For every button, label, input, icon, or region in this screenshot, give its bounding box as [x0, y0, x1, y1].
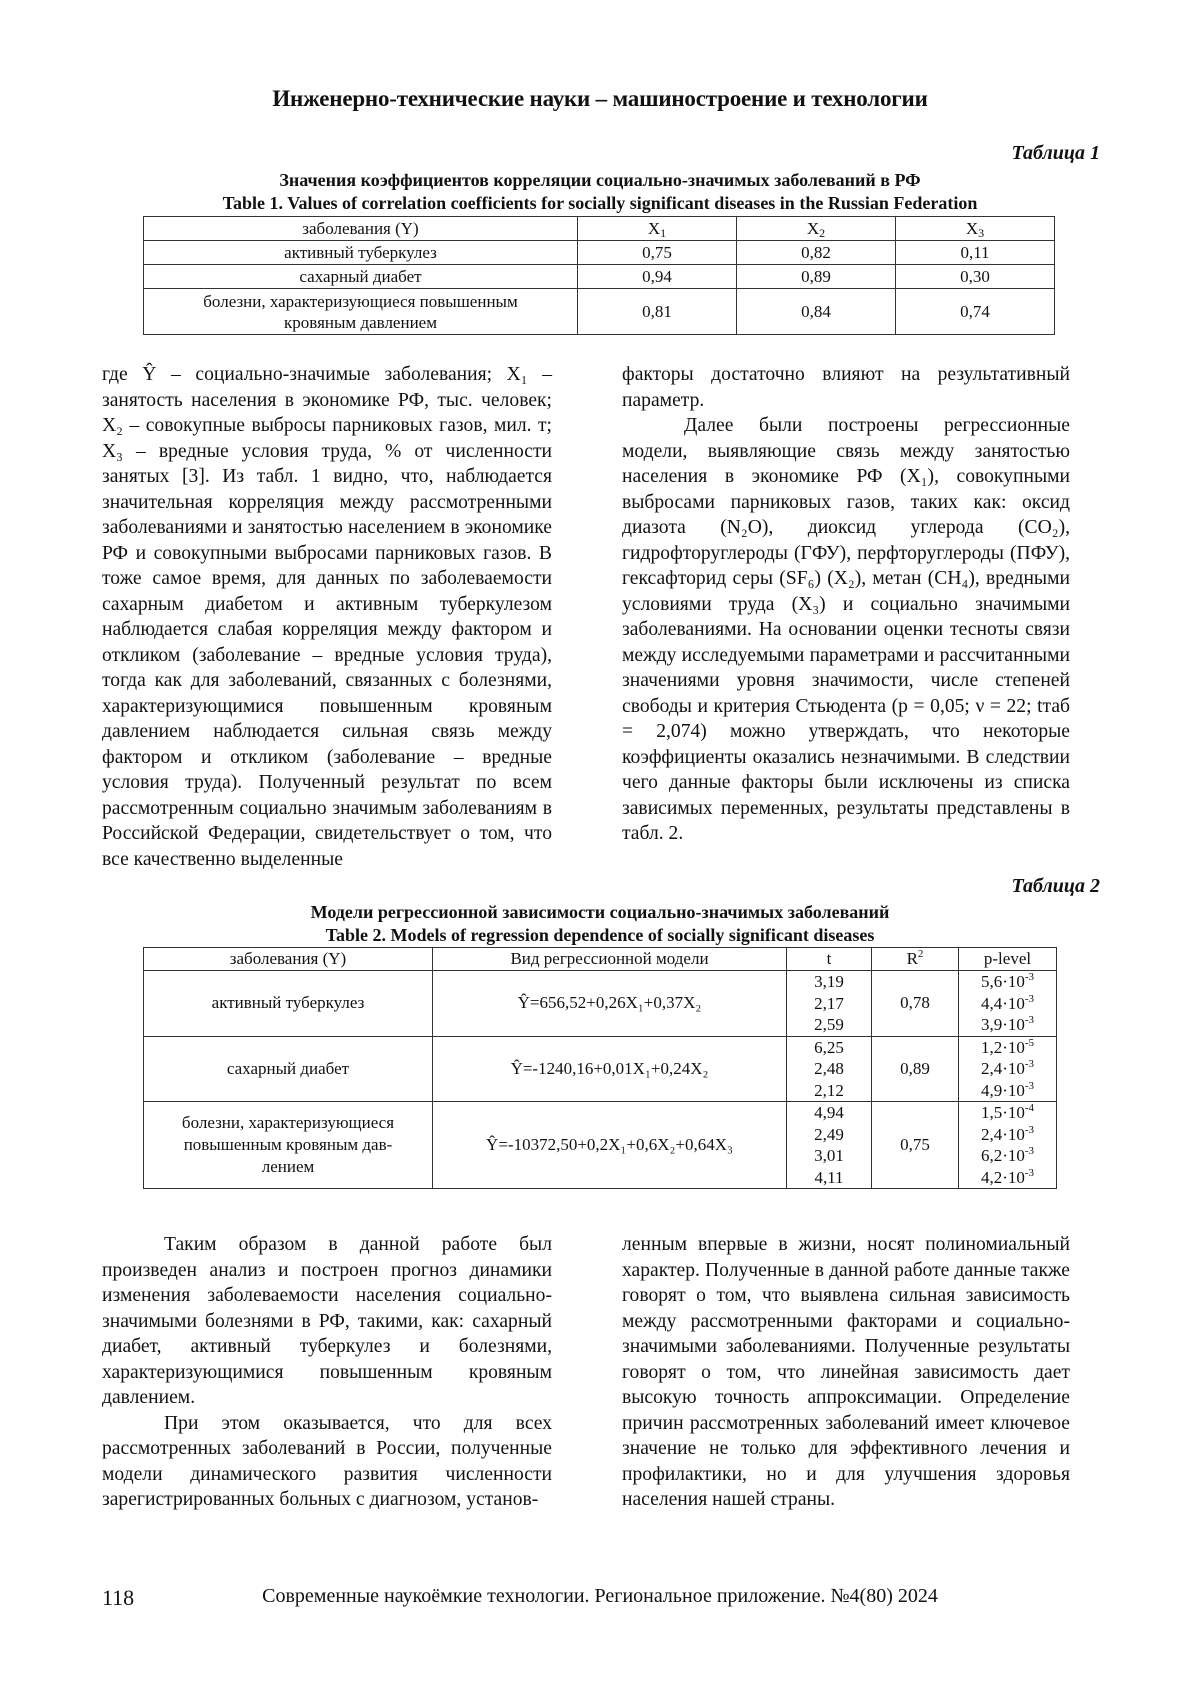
table-header-row	[144, 217, 1055, 241]
table1-caption-ru: Значения коэффициентов корреляции социально-значимых заболеваний в РФ	[279, 170, 921, 190]
cell-model: Ŷ=656,52+0,26X₁+0,37X₂	[433, 971, 787, 1037]
cell-x1: 0,94	[578, 265, 737, 289]
cell-t: 6,25 2,48 2,12	[787, 1036, 872, 1102]
cell-disease: сахарный диабет	[144, 1036, 433, 1102]
paragraph: факторы достаточно влияют на результативный параметр.	[622, 364, 1070, 411]
conclusion-left-column	[102, 1232, 552, 1513]
correlation-table	[143, 216, 1055, 335]
table-row	[144, 289, 1055, 335]
header-x3: $X_3$	[896, 217, 1055, 241]
table2-caption-ru: Модели регрессионной зависимости социально-значимых заболеваний	[310, 902, 890, 922]
cell-x1: 0,75	[578, 241, 737, 265]
table-header-row	[144, 948, 1057, 971]
header-x2: $X_2$	[737, 217, 896, 241]
cell-x2: 0,89	[737, 265, 896, 289]
paragraph: Таким образом в данной работе был произведен анализ и построен прогноз динамики изменения заболеваемости населения социально-значимыми болезнями в РФ, такими, как: сахарный диабет, активный туберкулез и болезнями, характеризующимися повышенным кровяным давлением.	[102, 1234, 552, 1408]
cell-x1: 0,81	[578, 289, 737, 335]
cell-plevel: $5,6\cdot 10^{-3}$ $4,4\cdot 10^{-3}$ $3,9\cdot 10^{-3}$	[959, 971, 1057, 1037]
running-title: Инженерно-технические науки – машиностроение и технологии	[272, 86, 928, 111]
table-row	[144, 1036, 1057, 1102]
journal-footer: Современные наукоёмкие технологии. Региональное приложение. №4(80) 2024	[262, 1585, 938, 1607]
table-row	[144, 265, 1055, 289]
cell-x3: 0,11	[896, 241, 1055, 265]
regression-table	[143, 947, 1057, 1189]
cell-r2: 0,78	[872, 971, 959, 1037]
right-column	[622, 362, 1070, 847]
cell-x3: 0,74	[896, 289, 1055, 335]
paragraph: где Ŷ – социально-значимые заболевания; X₁ – занятость населения в экономике РФ, тыс. человек; X₂ – совокупные выбросы парниковых газов, мил. т; X₃ – вредные условия труда, % от численности занятых [3]. Из табл. 1 видно, что, наблюдается значительная корреляция между рассмотренными заболеваниями и занятостью населением в экономике РФ и совокупными выбросами парниковых газов. В тоже самое время, для данных по заболеваемости сахарным диабетом и активным туберкулезом наблюдается слабая корреляция между фактором и откликом (заболевание – вредные условия труда), тогда как для заболеваний, связанных с болезнями, характеризующимися повышенным кровяным давлением наблюдается сильная связь между фактором и откликом (заболевание – вредные условия труда). Полученный результат по всем рассмотренным социально значимым заболеваниям в Российской Федерации, свидетельствует о том, что все качественно выделенные	[102, 364, 552, 870]
table-row	[144, 971, 1057, 1037]
cell-model: Ŷ=-10372,50+0,2X₁+0,6X₂+0,64X₃	[433, 1102, 787, 1189]
header-r2: $R^2$	[872, 948, 959, 971]
cell-disease: болезни, характеризующиеся повышенным кровяным давлением	[144, 289, 578, 335]
page-number: 118	[102, 1585, 135, 1610]
cell-x2: 0,84	[737, 289, 896, 335]
table-row	[144, 241, 1055, 265]
cell-disease: активный туберкулез	[144, 971, 433, 1037]
table-row	[144, 1102, 1057, 1189]
paragraph: Далее были построены регрессионные модели, выявляющие связь между занятостью населения в экономике РФ (X₁), совокупными выбросами парниковых газов, таких как: оксид диазота (N₂O), диоксид углерода (CO₂), гидрофторуглероды (ГФУ), перфторуглероды (ПФУ), гексафторид серы (SF₆) (X₂), метан (CH₄), вредными условиями труда (X₃) и социально значимыми заболеваниями. На основании оценки тесноты связи между исследуемыми параметрами и рассчитанными значениями уровня значимости, числе степеней свободы и критерия Стьюдента (p = 0,05; ν = 22; tтаб = 2,074) можно утверждать, что некоторые коэффициенты оказались незначимыми. В следствии чего данные факторы были исключены из списка зависимых переменных, результаты представлены в табл. 2.	[622, 415, 1070, 844]
cell-x2: 0,82	[737, 241, 896, 265]
cell-disease: активный туберкулез	[144, 241, 578, 265]
cell-plevel: $1,2\cdot 10^{-5}$ $2,4\cdot 10^{-3}$ $4,9\cdot 10^{-3}$	[959, 1036, 1057, 1102]
cell-disease: болезни, характеризующиеся повышенным кровяным дав- лением	[144, 1102, 433, 1189]
table2-label: Таблица 2	[1011, 875, 1100, 897]
conclusion-right-column	[622, 1232, 1070, 1513]
cell-model: Ŷ=-1240,16+0,01X₁+0,24X₂	[433, 1036, 787, 1102]
header-x1: $X_1$	[578, 217, 737, 241]
cell-disease: сахарный диабет	[144, 265, 578, 289]
header-plevel: p-level	[959, 948, 1057, 971]
header-disease: заболевания (Y)	[144, 217, 578, 241]
header-model: Вид регрессионной модели	[433, 948, 787, 971]
left-column	[102, 362, 552, 872]
cell-r2: 0,89	[872, 1036, 959, 1102]
paragraph: ленным впервые в жизни, носят полиномиальный характер. Полученные в данной работе данные также говорят о том, что выявлена сильная зависимость между рассмотренными факторами и социально-значимыми заболеваниями. Полученные результаты говорят о том, что линейная зависимость дает высокую точность аппроксимации. Определение причин рассмотренных заболеваний имеет ключевое значение не только для эффективного лечения и профилактики, но и для улучшения здоровья населения нашей страны.	[622, 1234, 1070, 1510]
header-disease: заболевания (Y)	[144, 948, 433, 971]
cell-x3: 0,30	[896, 265, 1055, 289]
cell-t: 3,19 2,17 2,59	[787, 971, 872, 1037]
cell-t: 4,94 2,49 3,01 4,11	[787, 1102, 872, 1189]
header-t: t	[787, 948, 872, 971]
paragraph: При этом оказывается, что для всех рассмотренных заболеваний в России, полученные модели динамического развития численности зарегистрированных больных с диагнозом, установ-	[102, 1412, 552, 1510]
cell-plevel: $1,5\cdot 10^{-4}$ $2,4\cdot 10^{-3}$ $6,2\cdot 10^{-3}$ $4,2\cdot 10^{-3}$	[959, 1102, 1057, 1189]
table1-label: Таблица 1	[1011, 142, 1100, 164]
table1-caption-en: Table 1. Values of correlation coefficients for socially significant diseases in the Russian Federation	[222, 193, 978, 213]
table2-caption-en: Table 2. Models of regression dependence of socially significant diseases	[325, 925, 875, 945]
cell-r2: 0,75	[872, 1102, 959, 1189]
